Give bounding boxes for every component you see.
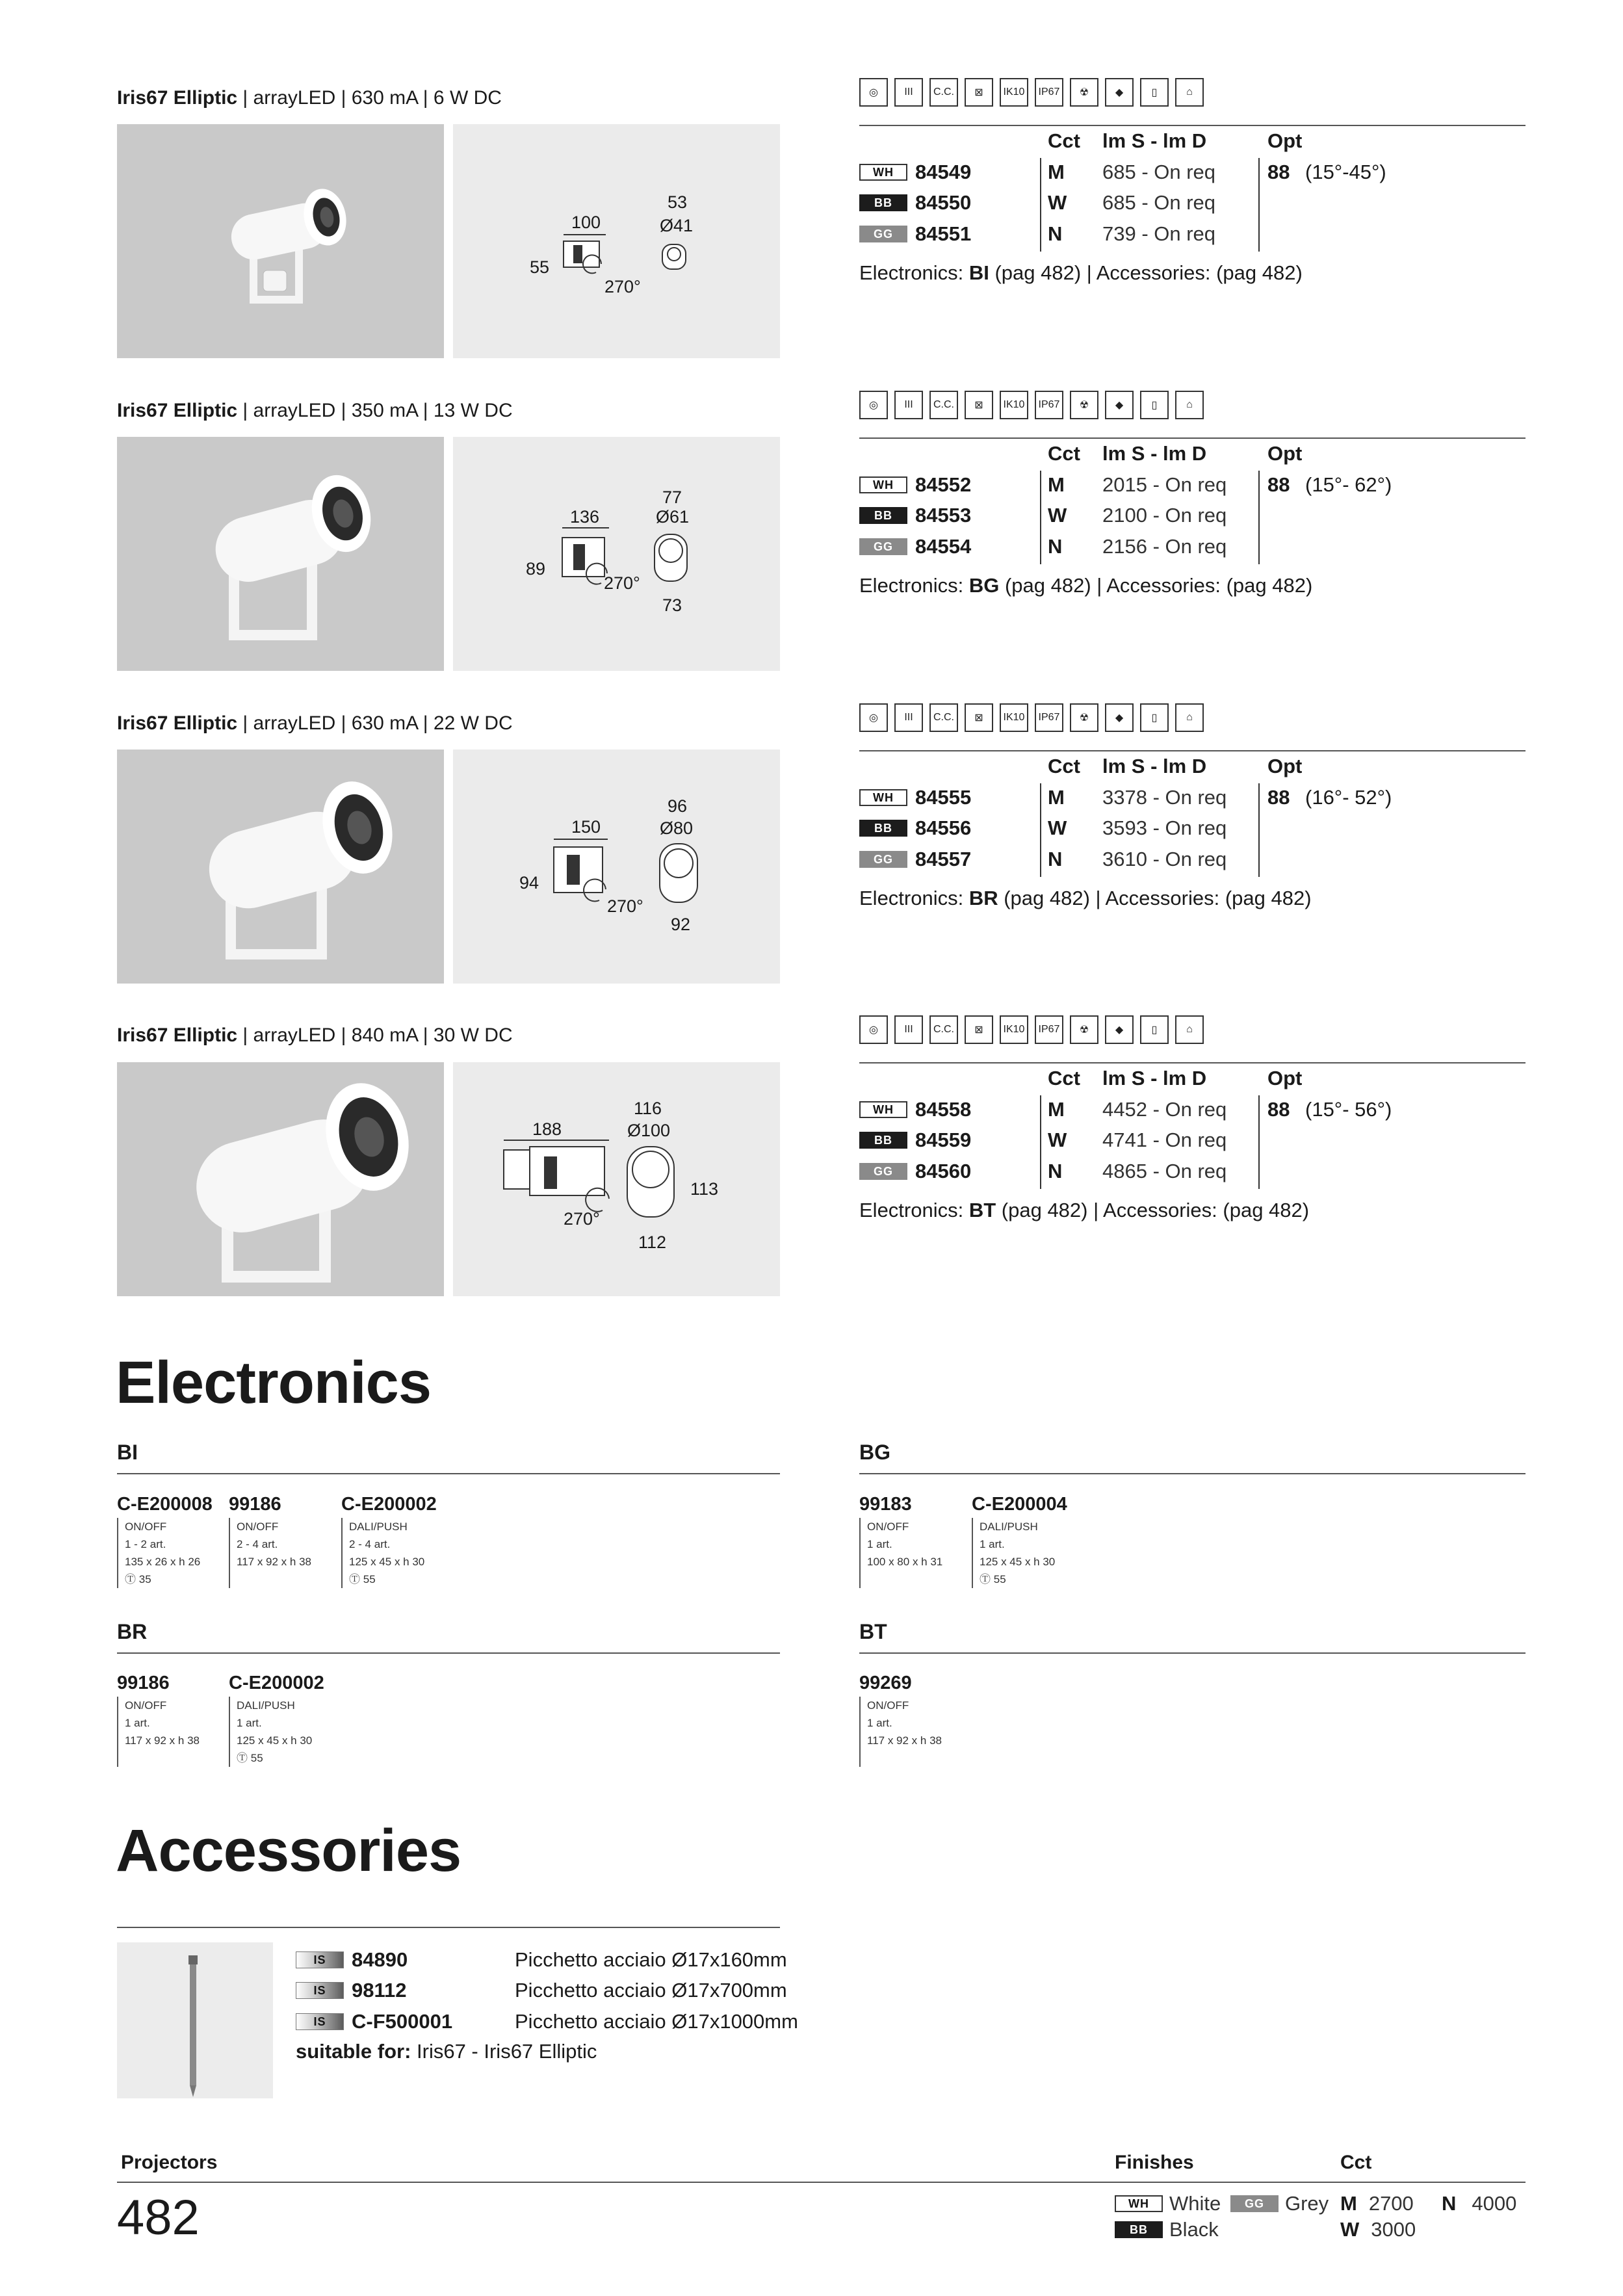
dim-front: 96 (668, 796, 688, 816)
spotlight-image (117, 124, 444, 358)
finish-legend: GG Grey (1230, 2189, 1329, 2218)
cc-icon: C.C. (929, 391, 958, 419)
col-cct: Cct (1048, 442, 1080, 465)
ip-icon: IP67 (1035, 78, 1063, 107)
electronics-item[interactable]: 99183 ON/OFF 1 art. 100 x 80 x h 31 (859, 1494, 942, 1588)
table-row: GG 84560 (859, 1157, 971, 1186)
cct-value: M (1048, 1098, 1065, 1121)
cct-value: N (1048, 848, 1063, 870)
glow-wire-icon: ☢ (1070, 1015, 1098, 1044)
dim-diameter: Ø100 (627, 1121, 671, 1140)
lumen-value: 2156 - On req (1102, 535, 1227, 558)
class3-icon: III (894, 1015, 923, 1044)
column-divider (1040, 158, 1041, 252)
col-lm: lm S - lm D (1102, 129, 1207, 152)
spotlight-image (117, 1062, 444, 1296)
certification-icons (859, 703, 1204, 732)
spotlight-image (117, 750, 444, 984)
product-photo (117, 1062, 444, 1296)
accessory-desc: Picchetto acciaio Ø17x700mm (515, 1979, 787, 2002)
recessed-icon: ◎ (859, 391, 888, 419)
col-opt: Opt (1267, 1067, 1303, 1089)
dim-length: 150 (571, 817, 601, 837)
temperature-icon: Ⓣ (980, 1573, 991, 1585)
electronics-item[interactable]: C-E200002 DALI/PUSH 1 art. 125 x 45 x h 30 Ⓣ 55 (229, 1673, 324, 1767)
no-cover-icon: ⊠ (965, 391, 993, 419)
no-cover-icon: ⊠ (965, 1015, 993, 1044)
opt-range: (15°- 62°) (1305, 473, 1392, 496)
ik-icon: IK10 (1000, 78, 1028, 107)
cc-icon: C.C. (929, 703, 958, 732)
cct-value: W (1048, 1128, 1067, 1151)
dimension-drawing (453, 124, 780, 358)
finishes-label: Finishes (1115, 2152, 1194, 2173)
glow-wire-icon: ☢ (1070, 703, 1098, 732)
table-row: WH 84558 (859, 1095, 971, 1124)
accessory-row: IS 84890 (296, 1946, 408, 1974)
divider (859, 750, 1526, 751)
opt-range: (15°- 56°) (1305, 1098, 1392, 1121)
outdoor-icon: ⌂ (1175, 78, 1204, 107)
lumen-value: 739 - On req (1102, 222, 1216, 245)
divider (117, 1652, 780, 1654)
certification-icons (859, 78, 1204, 107)
column-divider (1040, 471, 1041, 564)
dim-diameter: Ø80 (660, 818, 694, 838)
electronics-link[interactable]: BT (968, 1199, 996, 1221)
accessory-desc: Picchetto acciaio Ø17x160mm (515, 1948, 787, 1971)
page-number: 482 (117, 2190, 200, 2245)
table-row: GG 84557 (859, 845, 971, 874)
cc-icon: C.C. (929, 78, 958, 107)
dim-rotation: 270° (607, 896, 643, 916)
cct-value: N (1048, 222, 1063, 245)
electronics-link[interactable]: BR (968, 887, 998, 909)
temperature-icon: Ⓣ (349, 1573, 360, 1585)
cct-label: Cct (1340, 2152, 1372, 2173)
dim-length: 188 (532, 1119, 562, 1139)
table-row: WH 84549 (859, 158, 971, 187)
table-row: BB 84550 (859, 189, 971, 217)
opt-range: (15°-45°) (1305, 161, 1386, 183)
product-title: Iris67 Elliptic | arrayLED | 840 mA | 30 W DC (117, 1024, 513, 1046)
dim-rotation: 270° (604, 277, 641, 296)
recessed-icon: ◎ (859, 703, 888, 732)
cct-legend: M 2700 (1340, 2192, 1414, 2215)
electronics-item[interactable]: C-E200008 ON/OFF 1 - 2 art. 135 x 26 x h 26 Ⓣ 35 (117, 1494, 213, 1588)
divider (859, 1473, 1526, 1474)
dim-bottom: 92 (671, 915, 691, 934)
electronics-item[interactable]: 99269 ON/OFF 1 art. 117 x 92 x h 38 (859, 1673, 942, 1767)
lumen-value: 3378 - On req (1102, 786, 1227, 809)
surface-icon: ▯ (1140, 703, 1169, 732)
footer-divider (117, 2182, 1526, 2183)
no-cover-icon: ⊠ (965, 703, 993, 732)
light-direction-icon: ◆ (1105, 78, 1134, 107)
col-opt: Opt (1267, 442, 1303, 465)
cct-value: M (1048, 161, 1065, 183)
cct-value: M (1048, 786, 1065, 809)
class3-icon: III (894, 78, 923, 107)
column-divider (1040, 1095, 1041, 1189)
light-direction-icon: ◆ (1105, 391, 1134, 419)
accessory-row: IS 98112 (296, 1976, 407, 2005)
ip-icon: IP67 (1035, 391, 1063, 419)
divider (859, 1652, 1526, 1654)
product-photo (117, 437, 444, 671)
product-title: Iris67 Elliptic | arrayLED | 350 mA | 13 W DC (117, 400, 513, 421)
dim-bottom: 112 (638, 1233, 667, 1252)
opt-code: 88 (1267, 161, 1290, 183)
product-note: Electronics: BG (pag 482) | Accessories: (pag 482) (859, 574, 1313, 597)
divider (859, 1062, 1526, 1063)
divider (859, 437, 1526, 439)
electronics-item[interactable]: C-E200004 DALI/PUSH 1 art. 125 x 45 x h 30 Ⓣ 55 (972, 1494, 1067, 1588)
lumen-value: 4865 - On req (1102, 1160, 1227, 1182)
lumen-value: 4741 - On req (1102, 1128, 1227, 1151)
glow-wire-icon: ☢ (1070, 391, 1098, 419)
dim-height: 94 (519, 873, 539, 893)
table-row: GG 84554 (859, 532, 971, 561)
outdoor-icon: ⌂ (1175, 1015, 1204, 1044)
lumen-value: 3593 - On req (1102, 816, 1227, 839)
lumen-value: 3610 - On req (1102, 848, 1227, 870)
col-cct: Cct (1048, 1067, 1080, 1089)
cct-value: N (1048, 1160, 1063, 1182)
col-opt: Opt (1267, 755, 1303, 777)
dim-height: 89 (526, 559, 546, 579)
ip-icon: IP67 (1035, 1015, 1063, 1044)
col-lm: lm S - lm D (1102, 442, 1207, 465)
dim-length: 100 (571, 213, 601, 232)
surface-icon: ▯ (1140, 391, 1169, 419)
opt-code: 88 (1267, 786, 1290, 809)
dimension-drawing (453, 437, 780, 671)
ip-icon: IP67 (1035, 703, 1063, 732)
class3-icon: III (894, 391, 923, 419)
cct-legend: N 4000 (1442, 2192, 1517, 2215)
column-divider (1258, 1095, 1260, 1189)
dim-rotation: 270° (564, 1209, 600, 1229)
dim-front: 53 (668, 192, 688, 212)
electronics-link[interactable]: BG (968, 574, 1000, 597)
lumen-value: 4452 - On req (1102, 1098, 1227, 1121)
dimension-drawing (453, 750, 780, 984)
product-note: Electronics: BR (pag 482) | Accessories: (pag 482) (859, 887, 1312, 909)
col-lm: lm S - lm D (1102, 755, 1207, 777)
dim-front: 116 (634, 1099, 662, 1118)
outdoor-icon: ⌂ (1175, 703, 1204, 732)
cct-value: W (1048, 504, 1067, 527)
electronics-item[interactable]: 99186 ON/OFF 1 art. 117 x 92 x h 38 (117, 1673, 200, 1767)
opt-code: 88 (1267, 473, 1290, 496)
lumen-value: 685 - On req (1102, 191, 1216, 214)
dim-diameter: Ø41 (660, 216, 694, 235)
dim-length: 136 (570, 507, 600, 527)
dim-side: 113 (690, 1179, 719, 1199)
table-row: WH 84552 (859, 471, 971, 499)
group-label: BR (117, 1620, 148, 1643)
ground-spike-image (117, 1942, 273, 2098)
outdoor-icon: ⌂ (1175, 391, 1204, 419)
recessed-icon: ◎ (859, 1015, 888, 1044)
recessed-icon: ◎ (859, 78, 888, 107)
surface-icon: ▯ (1140, 1015, 1169, 1044)
group-label: BI (117, 1441, 138, 1464)
certification-icons (859, 391, 1204, 419)
dim-front: 77 (662, 488, 682, 507)
col-opt: Opt (1267, 129, 1303, 152)
opt-range: (16°- 52°) (1305, 786, 1392, 809)
divider (117, 1927, 780, 1928)
ik-icon: IK10 (1000, 1015, 1028, 1044)
ik-icon: IK10 (1000, 391, 1028, 419)
table-row: BB 84556 (859, 814, 971, 842)
footer-category: Projectors (121, 2152, 218, 2173)
dim-height: 55 (530, 257, 550, 277)
column-divider (1040, 783, 1041, 877)
light-direction-icon: ◆ (1105, 703, 1134, 732)
electronics-item[interactable]: C-E200002 DALI/PUSH 2 - 4 art. 125 x 45 x h 30 Ⓣ 55 (341, 1494, 437, 1588)
cct-value: W (1048, 816, 1067, 839)
cc-icon: C.C. (929, 1015, 958, 1044)
dimension-drawing (453, 1062, 780, 1296)
electronics-link[interactable]: BI (968, 261, 989, 284)
surface-icon: ▯ (1140, 78, 1169, 107)
electronics-heading: Electronics (116, 1350, 431, 1416)
product-title: Iris67 Elliptic | arrayLED | 630 mA | 22 W DC (117, 712, 513, 734)
col-lm: lm S - lm D (1102, 1067, 1207, 1089)
dim-bottom: 73 (662, 595, 682, 615)
lumen-value: 2100 - On req (1102, 504, 1227, 527)
cct-legend: W 3000 (1340, 2218, 1416, 2241)
table-row: GG 84551 (859, 220, 971, 248)
group-label: BG (859, 1441, 890, 1464)
lumen-value: 2015 - On req (1102, 473, 1227, 496)
table-row: BB 84559 (859, 1126, 971, 1155)
product-note: Electronics: BT (pag 482) | Accessories: (pag 482) (859, 1199, 1310, 1221)
temperature-icon: Ⓣ (237, 1752, 248, 1764)
electronics-item[interactable]: 99186 ON/OFF 2 - 4 art. 117 x 92 x h 38 (229, 1494, 311, 1588)
ik-icon: IK10 (1000, 703, 1028, 732)
accessories-heading: Accessories (116, 1818, 461, 1884)
spotlight-image (117, 437, 444, 671)
dim-diameter: Ø61 (656, 507, 690, 527)
col-cct: Cct (1048, 755, 1080, 777)
temperature-icon: Ⓣ (125, 1573, 136, 1585)
finish-legend: WH White (1115, 2189, 1221, 2218)
cct-value: N (1048, 535, 1063, 558)
product-note: Electronics: BI (pag 482) | Accessories: (pag 482) (859, 261, 1303, 284)
finish-legend: BB Black (1115, 2215, 1219, 2244)
product-photo (117, 750, 444, 984)
accessory-desc: Picchetto acciaio Ø17x1000mm (515, 2010, 798, 2033)
divider (117, 1473, 780, 1474)
product-title: Iris67 Elliptic | arrayLED | 630 mA | 6 W DC (117, 87, 502, 109)
lumen-value: 685 - On req (1102, 161, 1216, 183)
column-divider (1258, 783, 1260, 877)
accessory-photo (117, 1942, 273, 2098)
glow-wire-icon: ☢ (1070, 78, 1098, 107)
group-label: BT (859, 1620, 887, 1643)
no-cover-icon: ⊠ (965, 78, 993, 107)
suitable-for: suitable for: Iris67 - Iris67 Elliptic (296, 2040, 597, 2063)
column-divider (1258, 471, 1260, 564)
class3-icon: III (894, 703, 923, 732)
table-row: WH 84555 (859, 783, 971, 812)
divider (859, 125, 1526, 126)
column-divider (1258, 158, 1260, 252)
certification-icons (859, 1015, 1204, 1044)
cct-value: W (1048, 191, 1067, 214)
light-direction-icon: ◆ (1105, 1015, 1134, 1044)
opt-code: 88 (1267, 1098, 1290, 1121)
accessory-row: IS C-F500001 (296, 2007, 452, 2036)
col-cct: Cct (1048, 129, 1080, 152)
table-row: BB 84553 (859, 501, 971, 530)
cct-value: M (1048, 473, 1065, 496)
dim-rotation: 270° (604, 573, 640, 593)
product-photo (117, 124, 444, 358)
